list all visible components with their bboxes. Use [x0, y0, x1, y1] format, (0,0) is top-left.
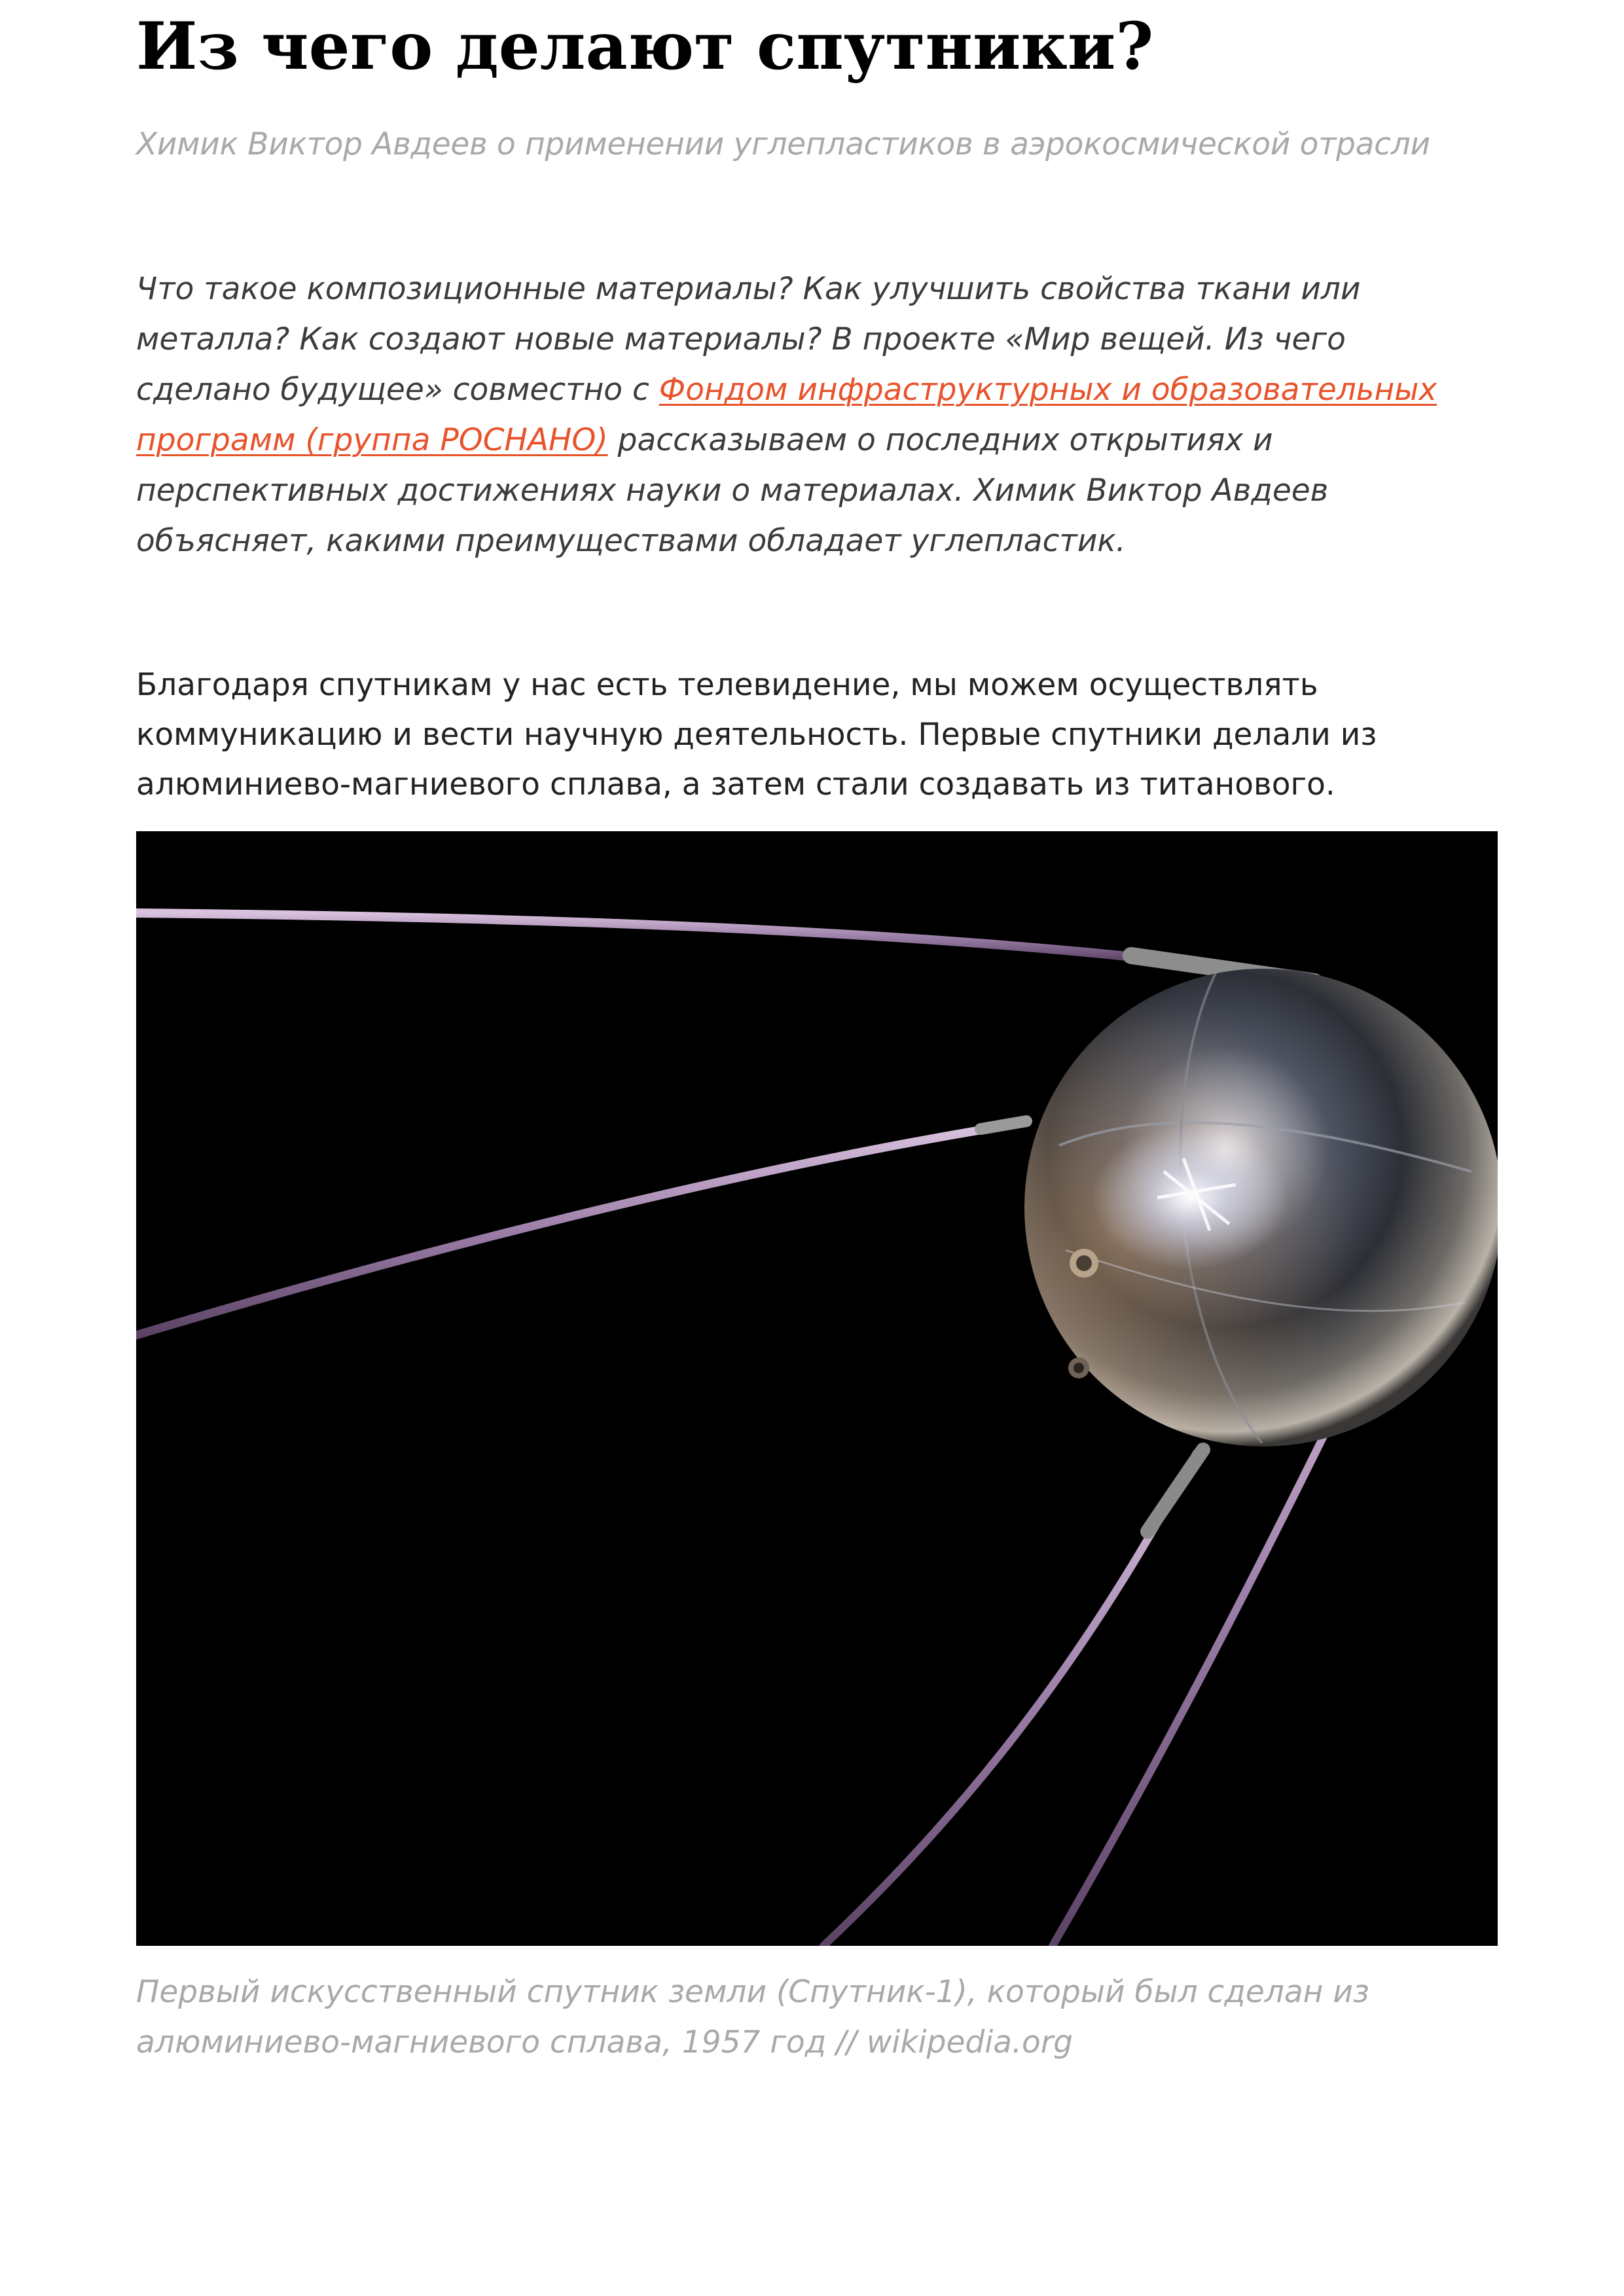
lead-line: Что такое композиционные материалы? Как улучшить свойства ткани или: [136, 271, 1361, 307]
rosnano-fund-link[interactable]: Фондом инфраструктурных и образовательных: [659, 372, 1437, 408]
antenna-lower-left: [823, 1450, 1203, 1946]
photo-caption: [136, 1967, 1498, 2068]
caption-line: Первый искусственный спутник земли (Спутник-1), который был сделан из: [136, 1974, 1369, 2010]
lead-line: металла? Как создают новые материалы? В проекте «Мир вещей. Из чего: [136, 321, 1346, 357]
sputnik-photo: [136, 831, 1498, 1946]
lead-line-text: сделано будущее» совместно с: [136, 372, 659, 408]
rosnano-fund-link-continued[interactable]: программ (группа РОСНАНО): [136, 422, 608, 458]
lead-line: объясняет, какими преимуществами обладает углепластик.: [136, 523, 1126, 559]
paragraph-line: коммуникацию и вести научную деятельность. Первые спутники делали из: [136, 717, 1377, 753]
caption-line: алюминиево-магниевого сплава, 1957 год // wikipedia.org: [136, 2024, 1073, 2060]
article-lead: [136, 264, 1498, 566]
sputnik-illustration: [136, 831, 1498, 1946]
antenna-top: [136, 913, 1314, 988]
lead-line: перспективных достижениях науки о материалах. Химик Виктор Авдеев: [136, 473, 1329, 509]
lead-line: [136, 415, 1498, 465]
sputnik-sphere: [1024, 969, 1498, 1446]
article-subtitle: Химик Виктор Авдеев о применении углепластиков в аэрокосмической отрасли: [136, 126, 1430, 162]
lead-line-text: рассказываем о последних открытиях и: [607, 422, 1273, 458]
article-title: Из чего делают спутники?: [136, 9, 1154, 84]
article-paragraph: [136, 660, 1498, 810]
antenna-middle: [136, 1121, 1026, 1335]
paragraph-line: Благодаря спутникам у нас есть телевидение, мы можем осуществлять: [136, 667, 1318, 703]
lead-line: [136, 365, 1498, 415]
paragraph-line: алюминиево-магниевого сплава, а затем стали создавать из титанового.: [136, 766, 1335, 802]
